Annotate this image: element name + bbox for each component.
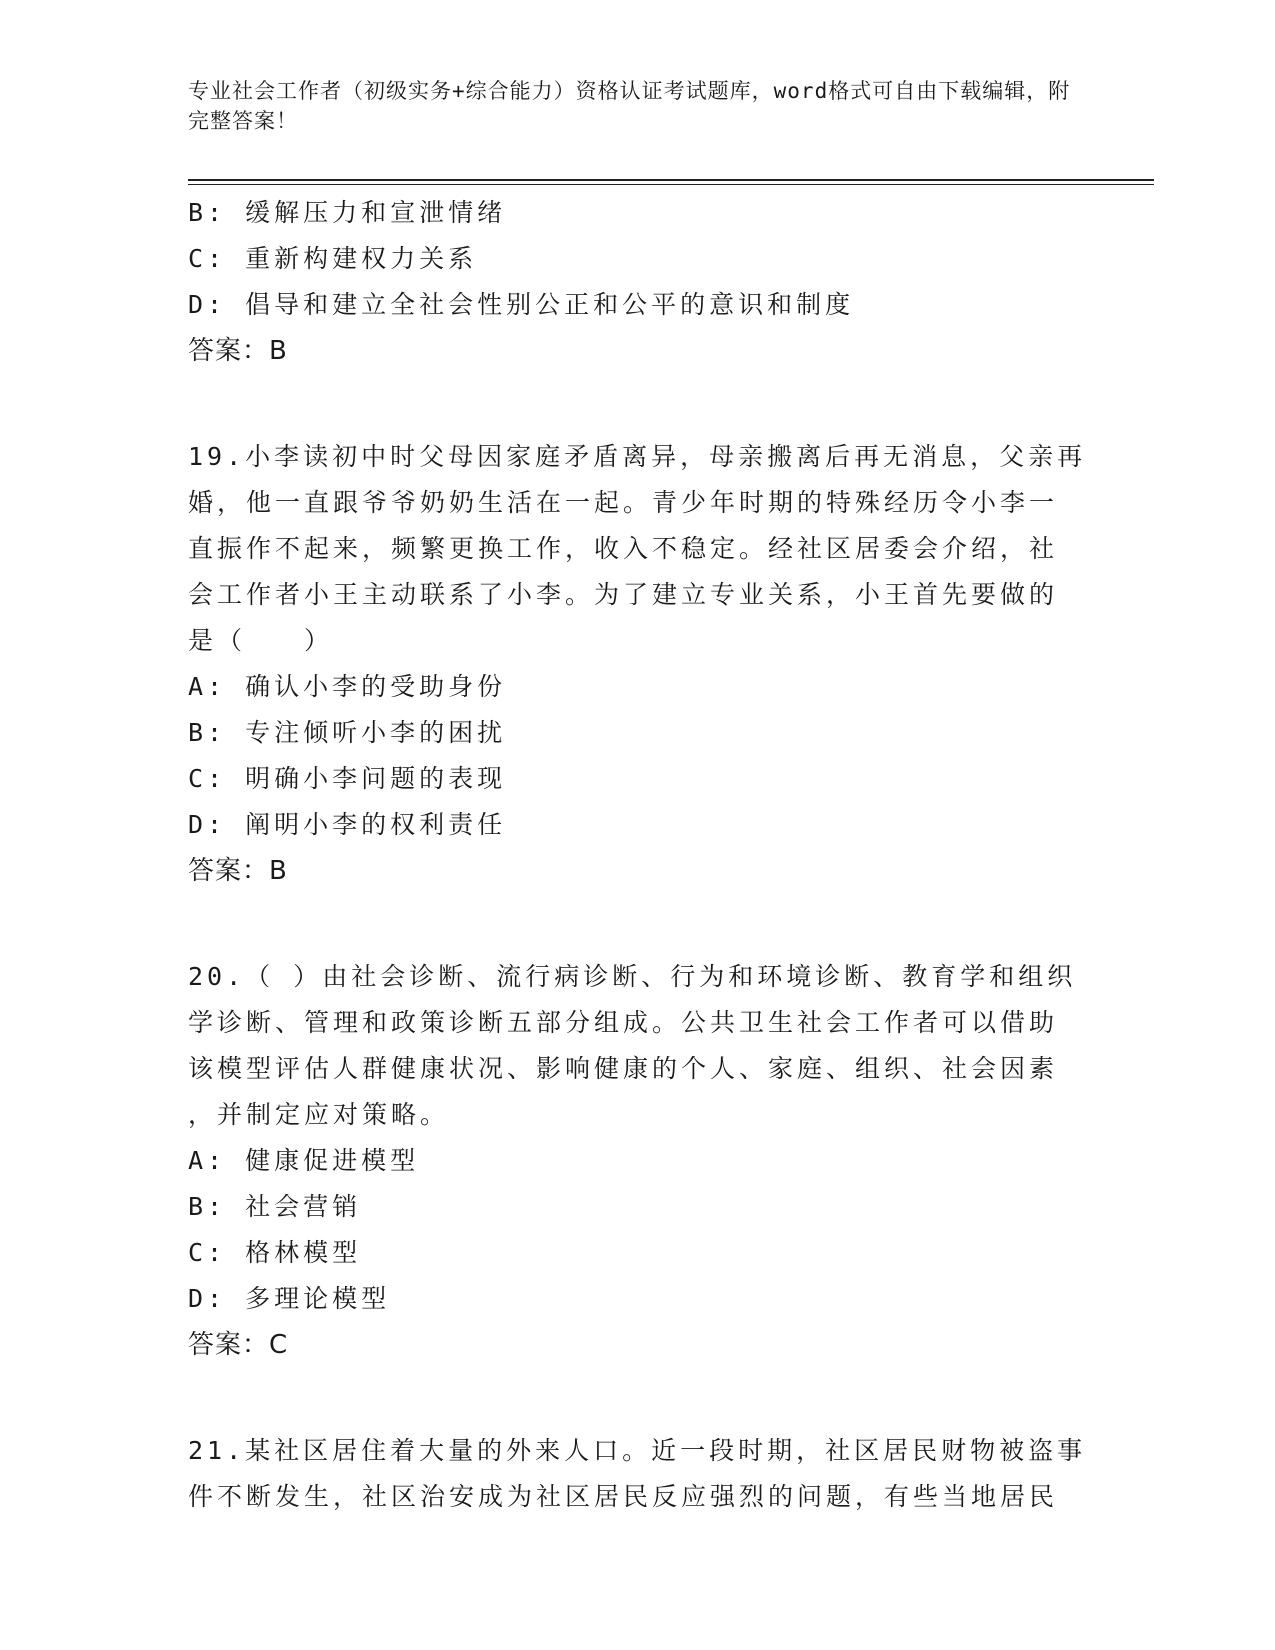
prev-question: [188, 190, 1088, 374]
document-body: [188, 190, 1088, 1520]
question-text-line: 直振作不起来，频繁更换工作，收入不稳定。经社区居委会介绍，社: [188, 534, 1059, 563]
header-divider-thick: [188, 179, 1154, 181]
option-a: A: 确认小李的受助身份: [188, 672, 507, 701]
option-b: B: 社会营销: [188, 1192, 362, 1221]
option-d: D: 多理论模型: [188, 1284, 391, 1313]
option-c: C: 明确小李问题的表现: [188, 764, 507, 793]
option-d: D: 倡导和建立全社会性别公正和公平的意识和制度: [188, 290, 855, 319]
question-text-line: 19.小李读初中时父母因家庭矛盾离异，母亲搬离后再无消息，父亲再: [188, 442, 1087, 471]
option-b: B: 专注倾听小李的困扰: [188, 718, 507, 747]
question-text-line: 该模型评估人群健康状况、影响健康的个人、家庭、组织、社会因素: [188, 1054, 1059, 1083]
answer-line: 答案：C: [188, 1330, 289, 1360]
question-text-line: 会工作者小王主动联系了小李。为了建立专业关系，小王首先要做的: [188, 580, 1059, 609]
option-b: B: 缓解压力和宣泄情绪: [188, 198, 507, 227]
document-header: 专业社会工作者（初级实务+综合能力）资格认证考试题库，word格式可自由下载编辑，附完整答案！: [188, 79, 1071, 133]
question-text-line: 21.某社区居住着大量的外来人口。近一段时期，社区居民财物被盗事: [188, 1436, 1087, 1465]
question-text-line: 是（ ）: [188, 626, 334, 655]
header-divider-thin: [188, 184, 1154, 185]
option-c: C: 重新构建权力关系: [188, 244, 478, 273]
question-text-line: 婚，他一直跟爷爷奶奶生活在一起。青少年时期的特殊经历令小李一: [188, 488, 1059, 517]
question-text-line: 20.（ ）由社会诊断、流行病诊断、行为和环境诊断、教育学和组织: [188, 962, 1077, 991]
question-text-line: 学诊断、管理和政策诊断五部分组成。公共卫生社会工作者可以借助: [188, 1008, 1059, 1037]
option-d: D: 阐明小李的权利责任: [188, 810, 507, 839]
answer-line: 答案：B: [188, 336, 288, 366]
option-a: A: 健康促进模型: [188, 1146, 420, 1175]
question-21: [188, 1428, 1088, 1520]
question-19: [188, 434, 1088, 894]
question-text-line: ，并制定应对策略。: [188, 1100, 450, 1129]
question-text-line: 件不断发生，社区治安成为社区居民反应强烈的问题，有些当地居民: [188, 1482, 1059, 1511]
answer-line: 答案：B: [188, 856, 288, 886]
option-c: C: 格林模型: [188, 1238, 362, 1267]
question-20: [188, 954, 1088, 1368]
